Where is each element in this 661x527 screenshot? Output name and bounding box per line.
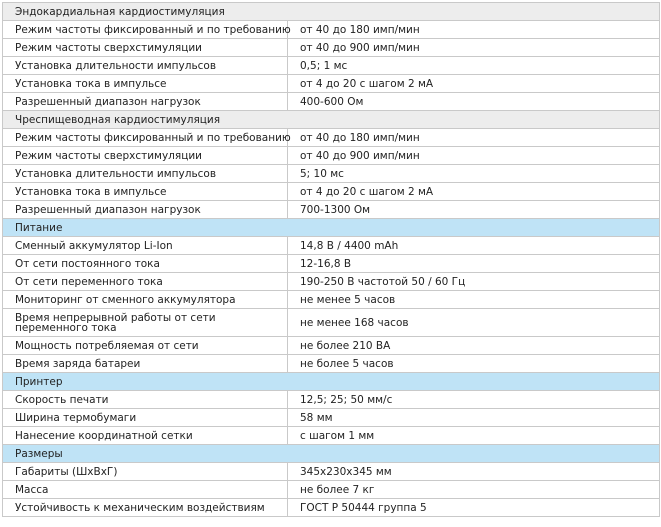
- parameter-name: От сети переменного тока: [3, 273, 288, 291]
- parameter-name: Время непрерывной работы от сети переменного тока: [3, 309, 288, 337]
- parameter-value: от 4 до 20 с шагом 2 мА: [288, 183, 660, 201]
- parameter-value: не более 5 часов: [288, 355, 660, 373]
- parameter-name: Масса: [3, 481, 288, 499]
- section-header-row: [3, 373, 660, 391]
- table-row: [3, 337, 660, 355]
- table-row: [3, 75, 660, 93]
- parameter-name: От сети постоянного тока: [3, 255, 288, 273]
- parameter-name: Установка тока в импульсе: [3, 75, 288, 93]
- section-title: Принтер: [3, 373, 660, 391]
- section-header-row: [3, 445, 660, 463]
- parameter-name: Режим частоты сверхстимуляции: [3, 147, 288, 165]
- parameter-name: Мощность потребляемая от сети: [3, 337, 288, 355]
- table-row: [3, 355, 660, 373]
- table-row: [3, 255, 660, 273]
- section-header-row: [3, 219, 660, 237]
- parameter-name: Устойчивость к механическим воздействиям: [3, 499, 288, 517]
- parameter-value: от 40 до 900 имп/мин: [288, 147, 660, 165]
- parameter-value: 190-250 В частотой 50 / 60 Гц: [288, 273, 660, 291]
- table-row: [3, 499, 660, 517]
- parameter-name: Установка тока в импульсе: [3, 183, 288, 201]
- table-row: [3, 273, 660, 291]
- parameter-name: Время заряда батареи: [3, 355, 288, 373]
- parameter-value: 12,5; 25; 50 мм/с: [288, 391, 660, 409]
- parameter-name: Режим частоты сверхстимуляции: [3, 39, 288, 57]
- parameter-value: 12-16,8 В: [288, 255, 660, 273]
- section-header-row: [3, 111, 660, 129]
- parameter-name: Мониторинг от сменного аккумулятора: [3, 291, 288, 309]
- table-row: [3, 409, 660, 427]
- parameter-value: от 40 до 180 имп/мин: [288, 21, 660, 39]
- table-row: [3, 39, 660, 57]
- table-row: [3, 93, 660, 111]
- parameter-value: не менее 5 часов: [288, 291, 660, 309]
- parameter-value: 400-600 Ом: [288, 93, 660, 111]
- parameter-name: Установка длительности импульсов: [3, 57, 288, 75]
- section-title: Чреспищеводная кардиостимуляция: [3, 111, 660, 129]
- parameter-value: 0,5; 1 мс: [288, 57, 660, 75]
- parameter-value: ГОСТ Р 50444 группа 5: [288, 499, 660, 517]
- parameter-name: Разрешенный диапазон нагрузок: [3, 93, 288, 111]
- parameter-value: от 4 до 20 с шагом 2 мА: [288, 75, 660, 93]
- parameter-name: Разрешенный диапазон нагрузок: [3, 201, 288, 219]
- section-title: Эндокардиальная кардиостимуляция: [3, 3, 660, 21]
- parameter-name: Скорость печати: [3, 391, 288, 409]
- parameter-value: не более 7 кг: [288, 481, 660, 499]
- parameter-name: Сменный аккумулятор Li-Ion: [3, 237, 288, 255]
- specifications-table: [2, 2, 660, 517]
- table-row: [3, 309, 660, 337]
- parameter-name: Ширина термобумаги: [3, 409, 288, 427]
- parameter-value: от 40 до 180 имп/мин: [288, 129, 660, 147]
- table-row: [3, 291, 660, 309]
- parameter-value: не более 210 ВА: [288, 337, 660, 355]
- table-row: [3, 165, 660, 183]
- table-row: [3, 129, 660, 147]
- parameter-name: Установка длительности импульсов: [3, 165, 288, 183]
- table-row: [3, 237, 660, 255]
- parameter-value: 14,8 В / 4400 mAh: [288, 237, 660, 255]
- table-row: [3, 57, 660, 75]
- parameter-value: 700-1300 Ом: [288, 201, 660, 219]
- parameter-name: Режим частоты фиксированный и по требованию: [3, 129, 288, 147]
- parameter-value: не менее 168 часов: [288, 309, 660, 337]
- parameter-value: от 40 до 900 имп/мин: [288, 39, 660, 57]
- parameter-value: 58 мм: [288, 409, 660, 427]
- table-row: [3, 427, 660, 445]
- parameter-value: 345х230х345 мм: [288, 463, 660, 481]
- table-row: [3, 21, 660, 39]
- parameter-value: с шагом 1 мм: [288, 427, 660, 445]
- section-header-row: [3, 3, 660, 21]
- section-title: Питание: [3, 219, 660, 237]
- table-row: [3, 201, 660, 219]
- parameter-name: Габариты (ШхВхГ): [3, 463, 288, 481]
- parameter-name: Режим частоты фиксированный и по требованию: [3, 21, 288, 39]
- table-row: [3, 463, 660, 481]
- section-title: Размеры: [3, 445, 660, 463]
- parameter-value: 5; 10 мс: [288, 165, 660, 183]
- table-row: [3, 147, 660, 165]
- parameter-name: Нанесение координатной сетки: [3, 427, 288, 445]
- table-row: [3, 481, 660, 499]
- table-row: [3, 391, 660, 409]
- table-row: [3, 183, 660, 201]
- specifications-body: [3, 3, 660, 517]
